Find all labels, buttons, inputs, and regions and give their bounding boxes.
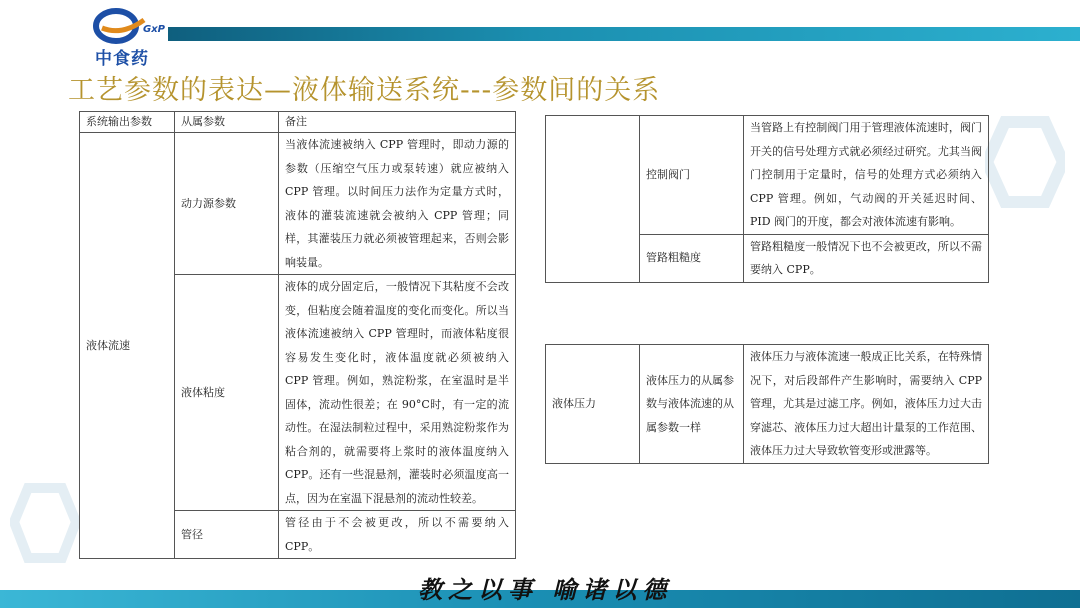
liquid-pressure-table xyxy=(545,344,989,464)
note-power-source: 当液体流速被纳入 CPP 管理时，即动力源的参数（压缩空气压力或泵转速）就应被纳入 CPP 管理。以时间压力法作为定量方式时，液体的灌装流速就会被纳入 CPP 管理；同样，其灌装压力就必须被管理起来，否则会影响装量。 xyxy=(279,133,516,275)
header-note: 备注 xyxy=(279,112,516,133)
sub-param-pipe-roughness: 管路粗糙度 xyxy=(640,234,744,282)
page-title: 工艺参数的表达—液体输送系统---参数间的关系 xyxy=(68,75,661,106)
liquid-flow-table xyxy=(79,111,516,559)
note-control-valve: 当管路上有控制阀门用于管理液体流速时，阀门开关的信号处理方式就必须经过研究。尤其当阀门控制用于定量时，信号的处理方式必须纳入 CPP 管理。例如，气动阀的开关延迟时间、PID 阀门的开度，都会对液体流速有影响。 xyxy=(744,116,989,235)
sub-param-power-source: 动力源参数 xyxy=(175,133,279,275)
sub-param-pressure-same: 液体压力的从属参数与液体流速的从属参数一样 xyxy=(640,345,744,464)
header-bar xyxy=(168,27,1080,41)
output-param-liquid-pressure: 液体压力 xyxy=(546,345,640,464)
logo-brand-text: 中食药 xyxy=(95,49,149,69)
note-viscosity: 液体的成分固定后，一般情况下其粘度不会改变，但粘度会随着温度的变化而变化。所以当液体流速被纳入 CPP 管理时，而液体粘度很容易发生变化时，液体温度就必须被纳入 CPP 管理。例如，熟淀粉浆，在室温时是半固体，流动性很差；在 90°C时，有一定的流动性。在湿法制粒过程中，采用熟淀粉浆作为粘合剂的，就需要将上浆时的液体温度纳入 CPP。还有一些混悬剂，灌装时必须温度高一点，因为在室温下混悬剂的流动性较差。 xyxy=(279,275,516,511)
note-pipe-diameter: 管径由于不会被更改，所以不需要纳入 CPP。 xyxy=(279,511,516,559)
sub-param-viscosity: 液体粘度 xyxy=(175,275,279,511)
note-pipe-roughness: 管路粗糙度一般情况下也不会被更改，所以不需要纳入 CPP。 xyxy=(744,234,989,282)
footer-motto: 教之以事 喻诸以德 xyxy=(418,575,673,604)
sub-param-pipe-diameter: 管径 xyxy=(175,511,279,559)
output-param-liquid-flow: 液体流速 xyxy=(80,133,175,559)
note-liquid-pressure: 液体压力与液体流速一般成正比关系，在特殊情况下，对后段部件产生影响时，需要纳入 CPP 管理，尤其是过滤工序。例如，液体压力过大击穿滤芯、液体压力过大超出计量泵的工作范围、液体压力过大导致软管变形或泄露等。 xyxy=(744,345,989,464)
header-output-param: 系统输出参数 xyxy=(80,112,175,133)
header-sub-param: 从属参数 xyxy=(175,112,279,133)
valve-roughness-table xyxy=(545,115,989,283)
sub-param-control-valve: 控制阀门 xyxy=(640,116,744,235)
hexagon-decoration-right xyxy=(985,112,1065,212)
logo-gxp-text: GxP xyxy=(143,24,165,35)
hexagon-decoration-left xyxy=(10,480,80,570)
continued-output-cell xyxy=(546,116,640,283)
